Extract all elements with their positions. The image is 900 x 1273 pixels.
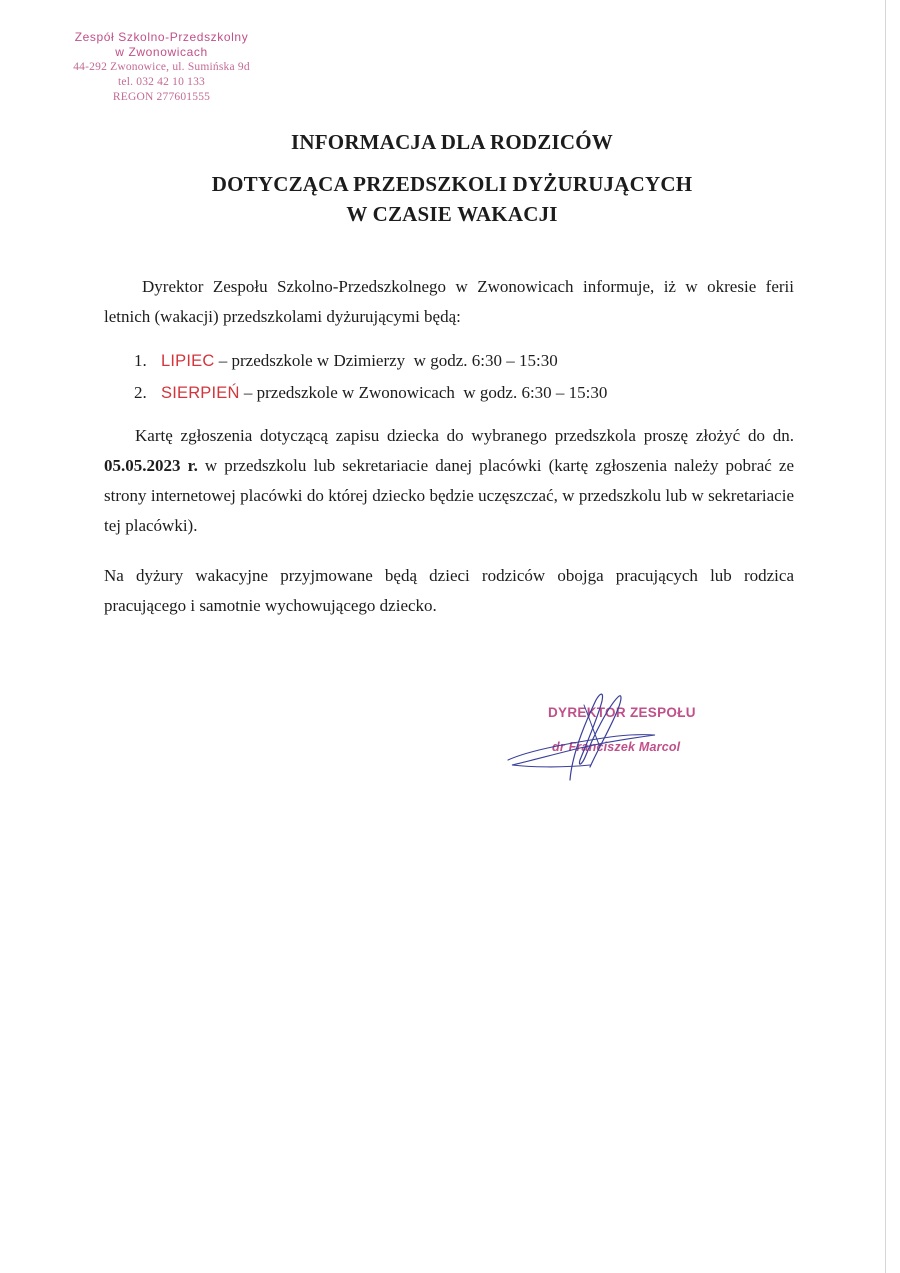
school-stamp [54, 30, 269, 105]
stamp-line-regon: REGON 277601555 [112, 91, 211, 103]
signature-stamp-title: DYREKTOR ZESPOŁU [548, 705, 696, 720]
stamp-line-address: 44-292 Zwonowice, ul. Sumińska 9d [73, 61, 250, 73]
document-subtitle-line-2: W CZASIE WAKACJI [346, 202, 558, 226]
intro-paragraph: Dyrektor Zespołu Szkolno-Przedszkolnego w Zwonowicach informuje, iż w okresie ferii letnich (wakacji) przedszkolami dyżurującymi będą: [104, 277, 794, 326]
handwritten-signature [500, 685, 660, 785]
list-item-number: 2. [134, 383, 147, 402]
document-title: INFORMACJA DLA RODZICÓW [291, 130, 613, 154]
stamp-line-school: Zespół Szkolno-Przedszkolny [74, 30, 249, 44]
document-subtitle-line-1: DOTYCZĄCA PRZEDSZKOLI DYŻURUJĄCYCH [211, 172, 693, 196]
list-item [134, 345, 794, 377]
signature-stamp-name: dr Franciszek Marcol [552, 740, 681, 754]
registration-text-after: w przedszkolu lub sekretariacie danej placówki (kartę zgłoszenia należy pobrać ze strony internetowej placówki do której dziecko będzie uczęszczać, w przedszkolu lub w sekretariacie tej placówki). [104, 456, 794, 535]
list-item-month: LIPIEC [161, 352, 215, 370]
stamp-line-town: w Zwonowicach [115, 45, 208, 59]
list-item-number: 1. [134, 351, 147, 370]
list-item [134, 377, 794, 409]
eligibility-paragraph: Na dyżury wakacyjne przyjmowane będą dzieci rodziców obojga pracujących lub rodzica pracującego i samotnie wychowującego dziecko. [104, 566, 794, 615]
registration-text-before: Kartę zgłoszenia dotyczącą zapisu dziecka do wybranego przedszkola proszę złożyć do dn. [135, 426, 794, 445]
registration-paragraph [104, 421, 794, 541]
stamp-line-phone: tel. 032 42 10 133 [118, 76, 205, 88]
list-item-text: – przedszkole w Dzimierzy w godz. 6:30 – 15:30 [214, 351, 558, 370]
list-item-month: SIERPIEŃ [161, 384, 240, 402]
list-item-text: – przedszkole w Zwonowicach w godz. 6:30 – 15:30 [239, 383, 608, 402]
duty-schedule-list [134, 345, 794, 409]
registration-deadline: 05.05.2023 r. [104, 456, 198, 475]
